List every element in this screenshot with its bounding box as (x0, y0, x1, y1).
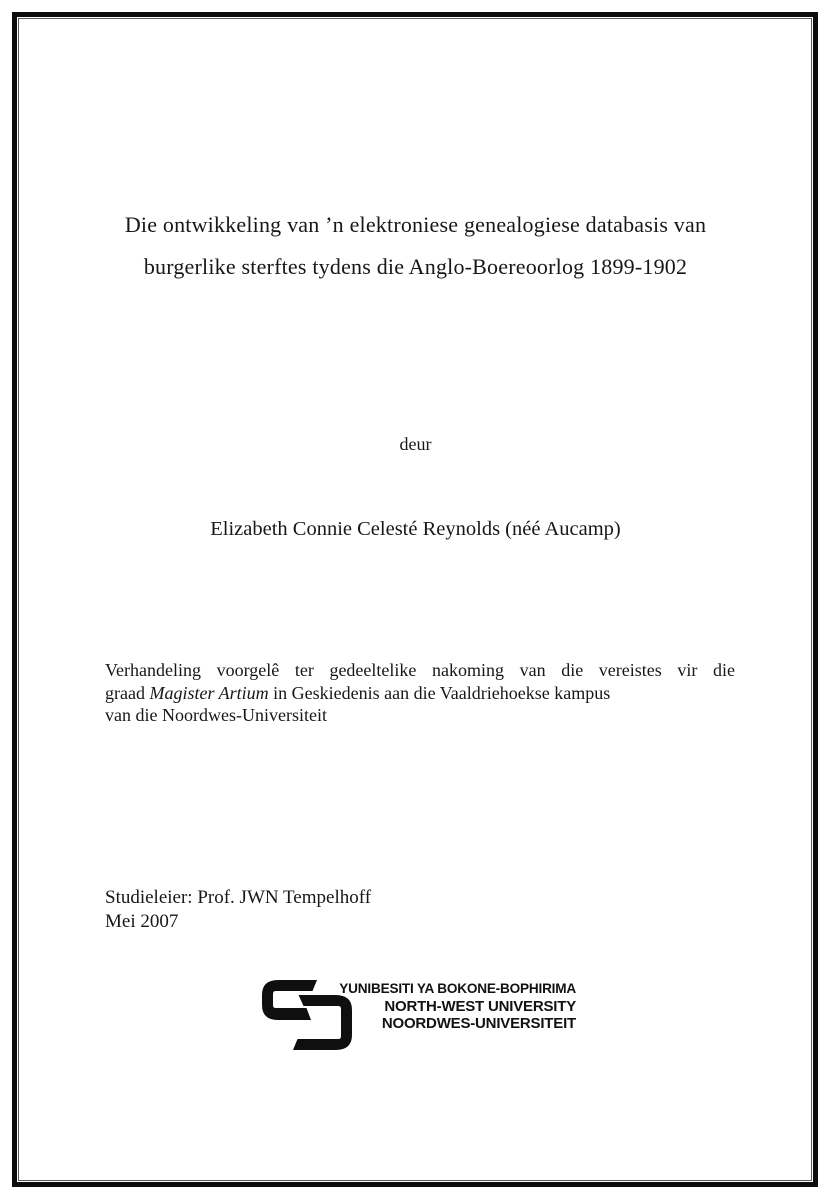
submission-statement-line1: Verhandeling voorgelê ter gedeeltelike nakoming van die vereistes vir die (105, 660, 735, 680)
degree-name-italic: Magister Artium (149, 682, 269, 703)
date-line: Mei 2007 (105, 910, 179, 932)
thesis-title-line2: burgerlike sterftes tydens die Anglo-Boereoorlog 1899-1902 (143, 254, 688, 279)
university-name-block (300, 980, 576, 1033)
author-name: Elizabeth Connie Celesté Reynolds (néé Aucamp) (210, 518, 621, 540)
supervisor-block (105, 886, 371, 933)
university-name-setswana: YUNIBESITI YA BOKONE-BOPHIRIMA (339, 981, 576, 996)
submission-statement-line2: graad Magister Artium in Geskiedenis aan die Vaaldriehoekse kampus (105, 682, 611, 703)
thesis-title-line1: Die ontwikkeling van ’n elektroniese genealogiese databasis van (124, 212, 707, 237)
university-name-english: NORTH-WEST UNIVERSITY (384, 997, 576, 1015)
thesis-title (48, 204, 783, 288)
submission-statement (105, 659, 735, 727)
byline-deur: deur (399, 434, 432, 454)
supervisor-line: Studieleier: Prof. JWN Tempelhoff (105, 887, 372, 908)
university-name-afrikaans: NOORDWES-UNIVERSITEIT (381, 1015, 576, 1032)
submission-statement-line3: van die Noordwes-Universiteit (105, 705, 327, 725)
